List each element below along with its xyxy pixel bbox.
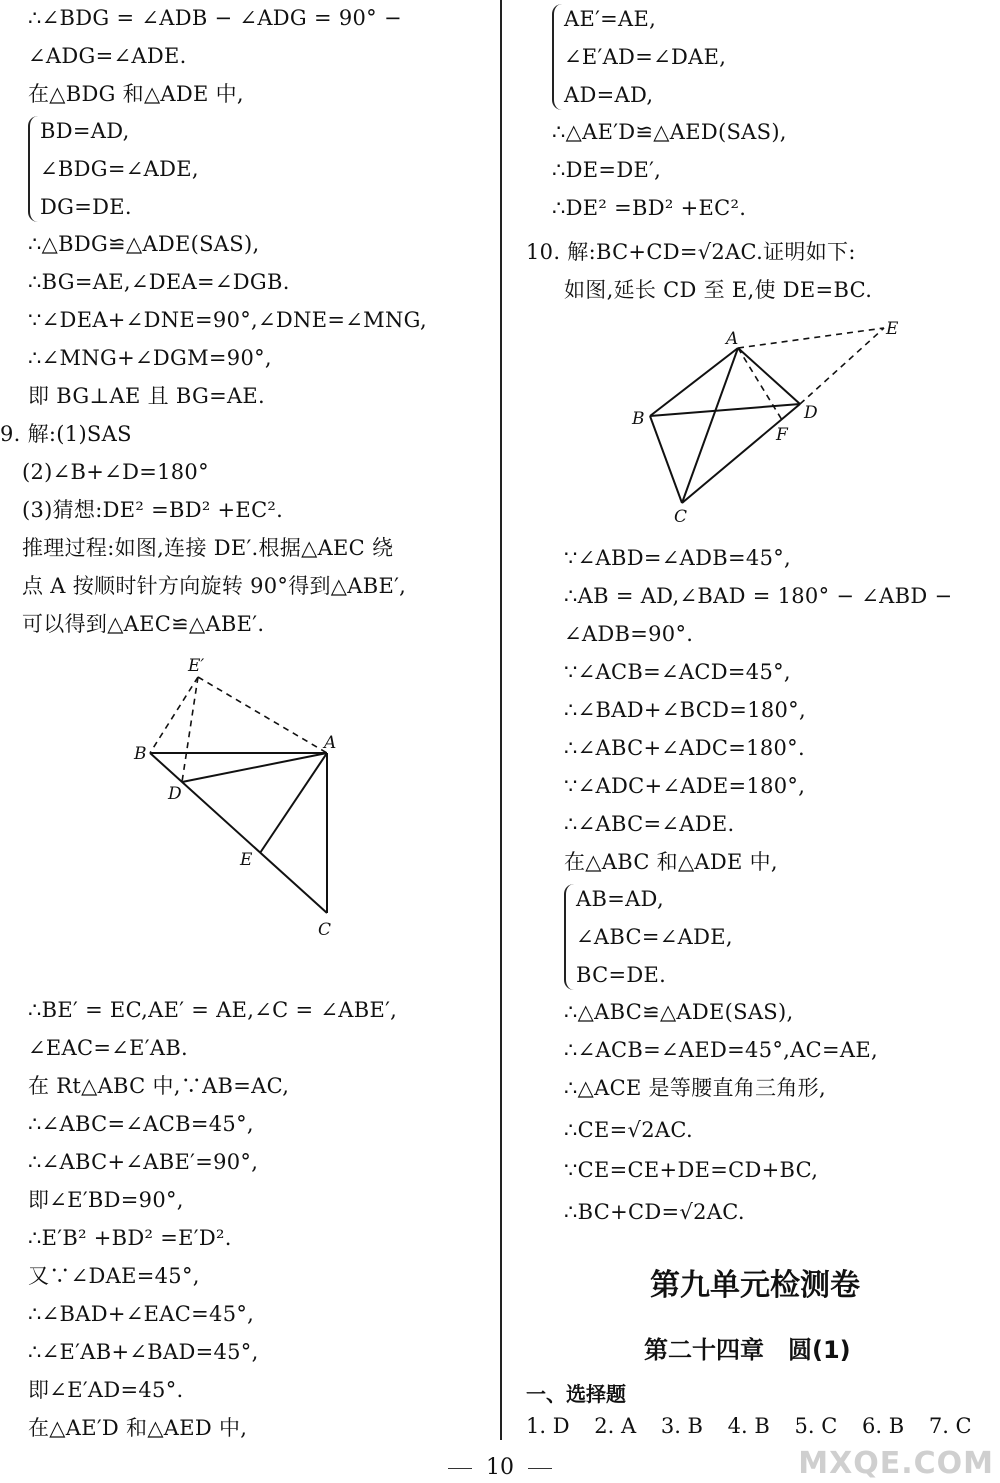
point-label: A — [324, 733, 337, 753]
dashed-E'B — [150, 677, 198, 753]
text-line: ∵∠ABD=∠ADB=45°, — [564, 546, 792, 570]
text-line: ∴△ABC≌△ADE(SAS), — [564, 1000, 794, 1024]
text-line: 在△BDG 和△ADE 中, — [28, 82, 244, 106]
point-label: A — [726, 329, 739, 349]
text-line: ∴BG=AE,∠DEA=∠DGB. — [28, 270, 290, 294]
segment-BD — [650, 404, 800, 416]
text-line: ∴BC+CD=√2AC. — [564, 1200, 745, 1224]
text-line: 即∠E′BD=90°, — [28, 1188, 184, 1212]
point-label: D — [804, 403, 818, 423]
point-label: E′ — [188, 656, 205, 676]
answer-item: 3. B — [660, 1414, 703, 1438]
text-line: AB=AD, — [576, 887, 664, 911]
point-label: C — [318, 920, 332, 940]
text-line: 又∵∠DAE=45°, — [28, 1264, 200, 1288]
text-line: 即 BG⊥AE 且 BG=AE. — [28, 384, 266, 408]
text-line: ∠EAC=∠E′AB. — [28, 1036, 189, 1060]
brace — [552, 4, 564, 110]
text-line: 推理过程:如图,连接 DE′.根据△AEC 绕 — [22, 536, 394, 560]
text-line: ∴∠ABC=∠ADE. — [564, 812, 735, 836]
brace — [564, 884, 576, 990]
dashed-AE — [738, 328, 884, 348]
text-line: ∴∠ABC+∠ABE′=90°, — [28, 1150, 259, 1174]
answer-item: 5. C — [794, 1414, 838, 1438]
text-line: ∴△BDG≌△ADE(SAS), — [28, 232, 260, 256]
text-line: ∠ABC=∠ADE, — [576, 925, 733, 949]
segment-AD — [738, 348, 800, 404]
page-rule-left — [448, 1468, 472, 1469]
answer-item: 6. B — [861, 1414, 905, 1438]
text-line: ∴∠ABC=∠ACB=45°, — [28, 1112, 254, 1136]
text-line: ∴BE′ = EC,AE′ = AE,∠C = ∠ABE′, — [28, 998, 398, 1022]
geometry-figure-9 — [120, 655, 360, 945]
text-line: AD=AD, — [564, 83, 654, 107]
text-line: ∵∠ACB=∠ACD=45°, — [564, 660, 791, 684]
answer-item: 2. A — [594, 1414, 637, 1438]
chapter-title: 第二十四章 圆(1) — [644, 1336, 851, 1364]
text-line: ∠ADB=90°. — [564, 622, 694, 646]
text-line: ∴∠E′AB+∠BAD=45°, — [28, 1340, 259, 1364]
text-line: ∴∠BAD+∠BCD=180°, — [564, 698, 806, 722]
dashed-E'D — [182, 677, 198, 782]
equation-system — [552, 0, 852, 114]
watermark: MXQE.COM — [798, 1446, 994, 1481]
point-label: E — [886, 319, 899, 339]
point-label: B — [632, 409, 645, 429]
segment-BC — [150, 753, 327, 913]
text-line: ∠E′AD=∠DAE, — [564, 45, 727, 69]
text-line: BC=DE. — [576, 963, 667, 987]
question-10: 10. 解:BC+CD=√2AC.证明如下: — [526, 240, 856, 264]
text-line: 在 Rt△ABC 中,∵AB=AC, — [28, 1074, 290, 1098]
text-line: 可以得到△AEC≌△ABE′. — [22, 612, 265, 636]
text-line: ∴AB = AD,∠BAD = 180° − ∠ABD − — [564, 584, 953, 608]
text-line: ∴∠MNG+∠DGM=90°, — [28, 346, 272, 370]
text-line: ∵∠ADC+∠ADE=180°, — [564, 774, 806, 798]
text-line: (2)∠B+∠D=180° — [22, 460, 209, 484]
point-label: E — [240, 850, 253, 870]
text-line: 在△ABC 和△ADE 中, — [564, 850, 778, 874]
text-line: ∴DE=DE′, — [552, 158, 662, 182]
text-line: ∴∠ABC+∠ADC=180°. — [564, 736, 805, 760]
segment-EA — [260, 753, 327, 853]
text-line: ∴∠ACB=∠AED=45°,AC=AE, — [564, 1038, 878, 1062]
text-line: ∠ADG=∠ADE. — [28, 44, 187, 68]
text-line: ∴E′B² +BD² =E′D². — [28, 1226, 232, 1250]
unit-title: 第九单元检测卷 — [650, 1268, 860, 1303]
section-title: 一、选择题 — [526, 1382, 626, 1406]
point-label: C — [674, 507, 688, 527]
question-9: 9. 解:(1)SAS — [0, 422, 132, 446]
answer-item: 4. B — [727, 1414, 770, 1438]
page-number-text: 10 — [486, 1455, 514, 1480]
text-line: ∴∠BAD+∠EAC=45°, — [28, 1302, 255, 1326]
point-label: D — [168, 784, 182, 804]
segment-BC — [650, 416, 682, 503]
segment-DA — [182, 753, 327, 782]
point-label: B — [134, 744, 147, 764]
text-line: BD=AD, — [40, 119, 130, 143]
text-line: 如图,延长 CD 至 E,使 DE=BC. — [564, 278, 873, 302]
column-divider — [500, 0, 502, 1440]
page-rule-right — [528, 1468, 552, 1469]
text-line: 点 A 按顺时针方向旋转 90°得到△ABE′, — [22, 574, 407, 598]
text-line: ∴△ACE 是等腰直角三角形, — [564, 1076, 826, 1100]
dashed-E'A — [198, 677, 327, 753]
dashed-DE — [800, 328, 884, 404]
answer-item: 1. D — [526, 1414, 570, 1438]
equation-system — [564, 880, 864, 994]
text-line: AE′=AE, — [564, 7, 657, 31]
text-line: ∴CE=√2AC. — [564, 1118, 693, 1142]
answer-item: 7. C — [928, 1414, 972, 1438]
point-label: F — [776, 425, 788, 445]
text-line: ∵CE=CE+DE=CD+BC, — [564, 1158, 819, 1182]
brace — [28, 116, 40, 222]
geometry-figure-10 — [622, 318, 912, 528]
text-line: ∴DE² =BD² +EC². — [552, 196, 747, 220]
equation-system — [28, 112, 328, 226]
text-line: ∵∠DEA+∠DNE=90°,∠DNE=∠MNG, — [28, 308, 427, 332]
text-line: (3)猜想:DE² =BD² +EC². — [22, 498, 284, 522]
answer-list — [526, 1414, 990, 1438]
text-line: ∴△AE′D≌△AED(SAS), — [552, 120, 787, 144]
text-line: ∠BDG=∠ADE, — [40, 157, 199, 181]
text-line: 在△AE′D 和△AED 中, — [28, 1416, 248, 1440]
text-line: ∴∠BDG = ∠ADB − ∠ADG = 90° − — [28, 6, 402, 30]
text-line: DG=DE. — [40, 195, 132, 219]
text-line: 即∠E′AD=45°. — [28, 1378, 184, 1402]
